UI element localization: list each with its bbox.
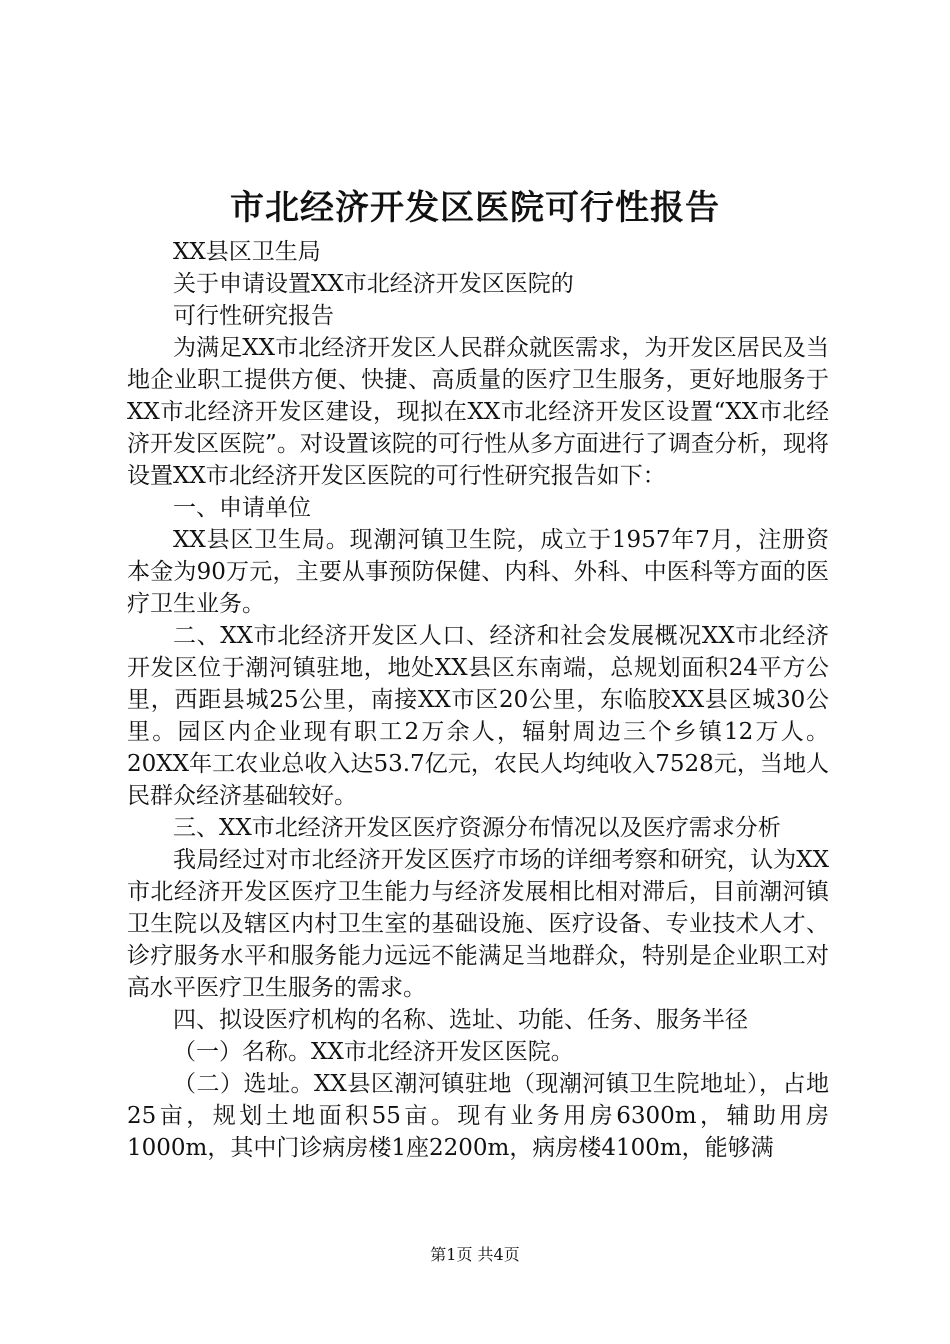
section-heading-3: 三、XX市北经济开发区医疗资源分布情况以及医疗需求分析 bbox=[173, 815, 781, 841]
paragraph-addressee: XX县区卫生局 bbox=[173, 239, 321, 265]
paragraph-subject-line-1: 关于申请设置XX市北经济开发区医院的 bbox=[173, 271, 574, 297]
paragraph-introduction: 为满足XX市北经济开发区人民群众就医需求，为开发区居民及当地企业职工提供方便、快捷、高质量的医疗卫生服务，更好地服务于XX市北经济开发区建设，现拟在XX市北经济开发区设置“XX市北经济开发区医院”。对设置该院的可行性从多方面进行了调查分析，现将设置XX市北经济开发区医院的可行性研究报告如下： bbox=[127, 335, 829, 489]
paragraph-subject-line-2: 可行性研究报告 bbox=[173, 303, 334, 329]
page-footer: 第1页 共4页 bbox=[430, 1245, 520, 1264]
paragraph-overview: 二、XX市北经济开发区人口、经济和社会发展概况XX市北经济开发区位于潮河镇驻地，地处XX县区东南端，总规划面积24平方公里，西距县城25公里，南接XX市区20公里，东临胶XX县区城30公里。园区内企业现有职工2万余人，辐射周边三个乡镇12万人。20XX年工农业总收入达53.7亿元，农民人均纯收入7528元，当地人民群众经济基础较好。 bbox=[127, 623, 829, 809]
document-title: 市北经济开发区医院可行性报告 bbox=[230, 188, 720, 228]
section-heading-4: 四、拟设医疗机构的名称、选址、功能、任务、服务半径 bbox=[173, 1007, 748, 1033]
paragraph-applicant: XX县区卫生局。现潮河镇卫生院，成立于1957年7月，注册资本金为90万元，主要从事预防保健、内科、外科、中医科等方面的医疗卫生业务。 bbox=[127, 527, 829, 617]
paragraph-analysis: 我局经过对市北经济开发区医疗市场的详细考察和研究，认为XX市北经济开发区医疗卫生能力与经济发展相比相对滞后，目前潮河镇卫生院以及辖区内村卫生室的基础设施、医疗设备、专业技术人才、诊疗服务水平和服务能力远远不能满足当地群众，特别是企业职工对高水平医疗卫生服务的需求。 bbox=[127, 847, 829, 1001]
paragraph-name: （一）名称。XX市北经济开发区医院。 bbox=[173, 1039, 574, 1065]
paragraph-site: （二）选址。XX县区潮河镇驻地（现潮河镇卫生院地址），占地25亩，规划土地面积55亩。现有业务用房6300m，辅助用房1000m，其中门诊病房楼1座2200m，病房楼4100m，能够满 bbox=[127, 1071, 829, 1161]
document-body bbox=[127, 236, 829, 1164]
section-heading-1: 一、申请单位 bbox=[173, 495, 311, 521]
